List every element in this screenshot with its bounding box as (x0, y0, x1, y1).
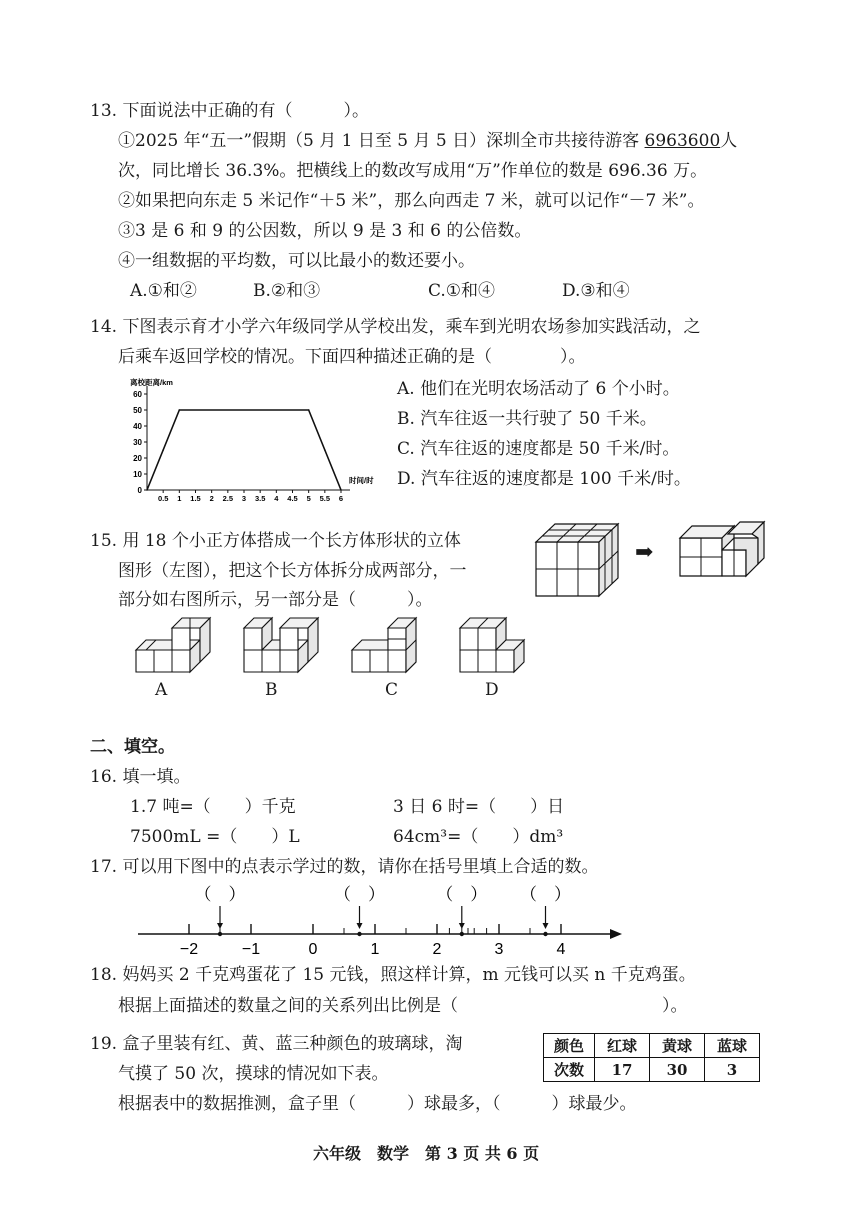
chart-x-axis-label: 时间/时 (349, 476, 374, 485)
q13-option-c: C.①和④ (428, 281, 496, 301)
q13-statement-1 (118, 131, 737, 151)
number-line-point (357, 932, 361, 936)
chart-x-tick-label: 4.5 (287, 494, 298, 503)
chart-data-point (340, 489, 342, 491)
chart-x-tick-label: 1 (177, 494, 182, 503)
chart-data-point (308, 409, 310, 411)
q16-item-b: 3 日 6 时=（ ）日 (393, 797, 565, 817)
q16-item-a: 1.7 吨=（ ）千克 (130, 797, 296, 817)
option-d-figure (456, 616, 541, 676)
q14-stem-line2: 后乘车返回学校的情况。下面四种描述正确的是（ ）。 (118, 347, 586, 367)
chart-data-point (324, 449, 326, 451)
q19-stem-line1: 19. 盒子里装有红、黄、蓝三种颜色的玻璃球，淘 (90, 1034, 463, 1054)
chart-data-point (162, 449, 164, 451)
chart-y-tick-label: 30 (133, 438, 142, 447)
q14-stem-line1: 14. 下图表示育才小学六年级同学从学校出发，乘车到光明农场参加实践活动，之 (90, 317, 701, 337)
q13-s1-underlined-number: 6963600 (644, 131, 721, 151)
table-cell: 3 (705, 1058, 760, 1082)
chart-y-tick-label: 50 (133, 406, 142, 415)
chart-x-tick-label: 3.5 (254, 494, 266, 503)
q15-stem-line1: 15. 用 18 个小正方体搭成一个长方体形状的立体 (90, 531, 461, 551)
q15-stem-line3: 部分如右图所示，另一部分是（ ）。 (118, 590, 433, 610)
number-line-tick-label: 2 (432, 941, 442, 958)
table-header-cell: 蓝球 (705, 1034, 760, 1058)
ball-count-table (543, 1033, 760, 1082)
q13-stem: 13. 下面说法中正确的有（ ）。 (90, 101, 369, 121)
section-heading: 二、填空。 (90, 737, 175, 757)
option-b-figure (240, 616, 325, 676)
chart-y-tick-label: 0 (137, 486, 142, 495)
q13-statement-1-cont: 次，同比增长 36.3%。把横线上的数改写成用“万”作单位的数是 696.36 万。 (118, 161, 708, 181)
chart-x-tick-label: 0.5 (157, 494, 169, 503)
number-line-tick-label: 4 (556, 941, 566, 958)
q13-statement-2: ②如果把向东走 5 米记作“＋5 米”，那么向西走 7 米，就可以记作“－7 米”。 (118, 191, 705, 211)
q13-s1-text: ①2025 年“五一”假期（5 月 1 日至 5 月 5 日）深圳全市共接待游客 (118, 131, 640, 151)
number-line-tick-label: −2 (179, 941, 199, 958)
chart-data-point (179, 409, 181, 411)
arrow-head (357, 923, 363, 929)
q13-option-a: A.①和② (130, 281, 197, 301)
q19-stem-line2: 气摸了 50 次，摸球的情况如下表。 (118, 1064, 389, 1084)
arrow-head (543, 923, 549, 929)
option-a-figure (132, 616, 217, 676)
answer-parentheses: （ ） (194, 885, 246, 904)
chart-x-tick-label: 4 (274, 494, 279, 503)
option-c-label: C (385, 680, 399, 700)
chart-x-tick-label: 2.5 (222, 494, 234, 503)
q14-option-c: C. 汽车往返的速度都是 50 千米/时。 (397, 439, 680, 459)
q16-item-d: 64cm³=（ ）dm³ (393, 827, 564, 847)
answer-parentheses: （ ） (334, 885, 385, 904)
distance-time-chart (120, 372, 390, 504)
table-cell: 次数 (544, 1058, 595, 1082)
chart-x-tick-label: 5 (306, 494, 311, 503)
option-c-figure (348, 616, 433, 676)
table-cell: 17 (595, 1058, 650, 1082)
number-line (130, 882, 630, 958)
number-line-point (218, 932, 222, 936)
answer-parentheses: （ ） (520, 885, 571, 904)
table-cell: 30 (650, 1058, 705, 1082)
number-line-tick-label: 0 (308, 941, 318, 958)
q16-stem: 16. 填一填。 (90, 767, 191, 787)
option-a-label: A (155, 680, 168, 700)
number-line-tick-label: 1 (370, 941, 380, 958)
q13-statement-3: ③3 是 6 和 9 的公因数，所以 9 是 3 和 6 的公倍数。 (118, 221, 532, 241)
chart-x-tick-label: 1.5 (190, 494, 201, 503)
q13-statement-4: ④一组数据的平均数，可以比最小的数还要小。 (118, 251, 475, 271)
number-line-tick-label: −1 (241, 941, 261, 958)
option-b-label: B (265, 680, 278, 700)
chart-series-line (147, 410, 341, 490)
chart-x-tick-label: 6 (338, 494, 344, 503)
right-arrow-icon: ➡ (635, 540, 654, 565)
answer-parentheses: （ ） (436, 885, 488, 904)
chart-x-tick-label: 2 (209, 494, 214, 503)
table-row (544, 1058, 760, 1082)
chart-y-tick-label: 40 (133, 422, 142, 431)
q13-option-d: D.③和④ (562, 281, 630, 301)
arrow-head (459, 923, 465, 929)
partial-cuboid-figure (676, 520, 771, 582)
q14-option-a: A. 他们在光明农场活动了 6 个小时。 (397, 379, 680, 399)
chart-y-tick-label: 10 (133, 470, 142, 479)
table-header-cell: 颜色 (544, 1034, 595, 1058)
arrow-head (217, 923, 223, 929)
table-header-cell: 黄球 (650, 1034, 705, 1058)
number-line-tick-label: 3 (494, 941, 504, 958)
number-line-point (543, 932, 547, 936)
chart-y-axis-label: 离校距离/km (130, 378, 173, 387)
page-footer: 六年级 数学 第 3 页 共 6 页 (313, 1144, 540, 1163)
full-cuboid-figure (532, 520, 627, 600)
q16-item-c: 7500mL =（ ）L (130, 827, 300, 847)
q14-option-d: D. 汽车往返的速度都是 100 千米/时。 (397, 469, 691, 489)
q15-stem-line2: 图形（左图），把这个长方体拆分成两部分，一 (118, 561, 467, 581)
q14-option-b: B. 汽车往返一共行驶了 50 千米。 (397, 409, 657, 429)
chart-y-tick-label: 20 (133, 454, 142, 463)
q18-stem-line1: 18. 妈妈买 2 千克鸡蛋花了 15 元钱，照这样计算，m 元钱可以买 n 千克鸡蛋。 (90, 965, 696, 985)
number-line-point (460, 932, 464, 936)
table-header-row (544, 1034, 760, 1058)
q19-stem-line3: 根据表中的数据推测，盒子里（ ）球最多，（ ）球最少。 (118, 1094, 637, 1114)
table-header-cell: 红球 (595, 1034, 650, 1058)
q13-s1-text-end: 人 (720, 131, 738, 151)
chart-y-tick-label: 60 (133, 390, 142, 399)
chart-x-tick-label: 5.5 (319, 494, 331, 503)
option-d-label: D (485, 680, 499, 700)
chart-data-point (146, 489, 148, 491)
chart-x-tick-label: 3 (241, 494, 247, 503)
q17-stem: 17. 可以用下图中的点表示学过的数，请你在括号里填上合适的数。 (90, 857, 599, 877)
q13-option-b: B.②和③ (253, 281, 321, 301)
q18-stem-line2: 根据上面描述的数量之间的关系列出比例是（ ）。 (118, 996, 688, 1016)
